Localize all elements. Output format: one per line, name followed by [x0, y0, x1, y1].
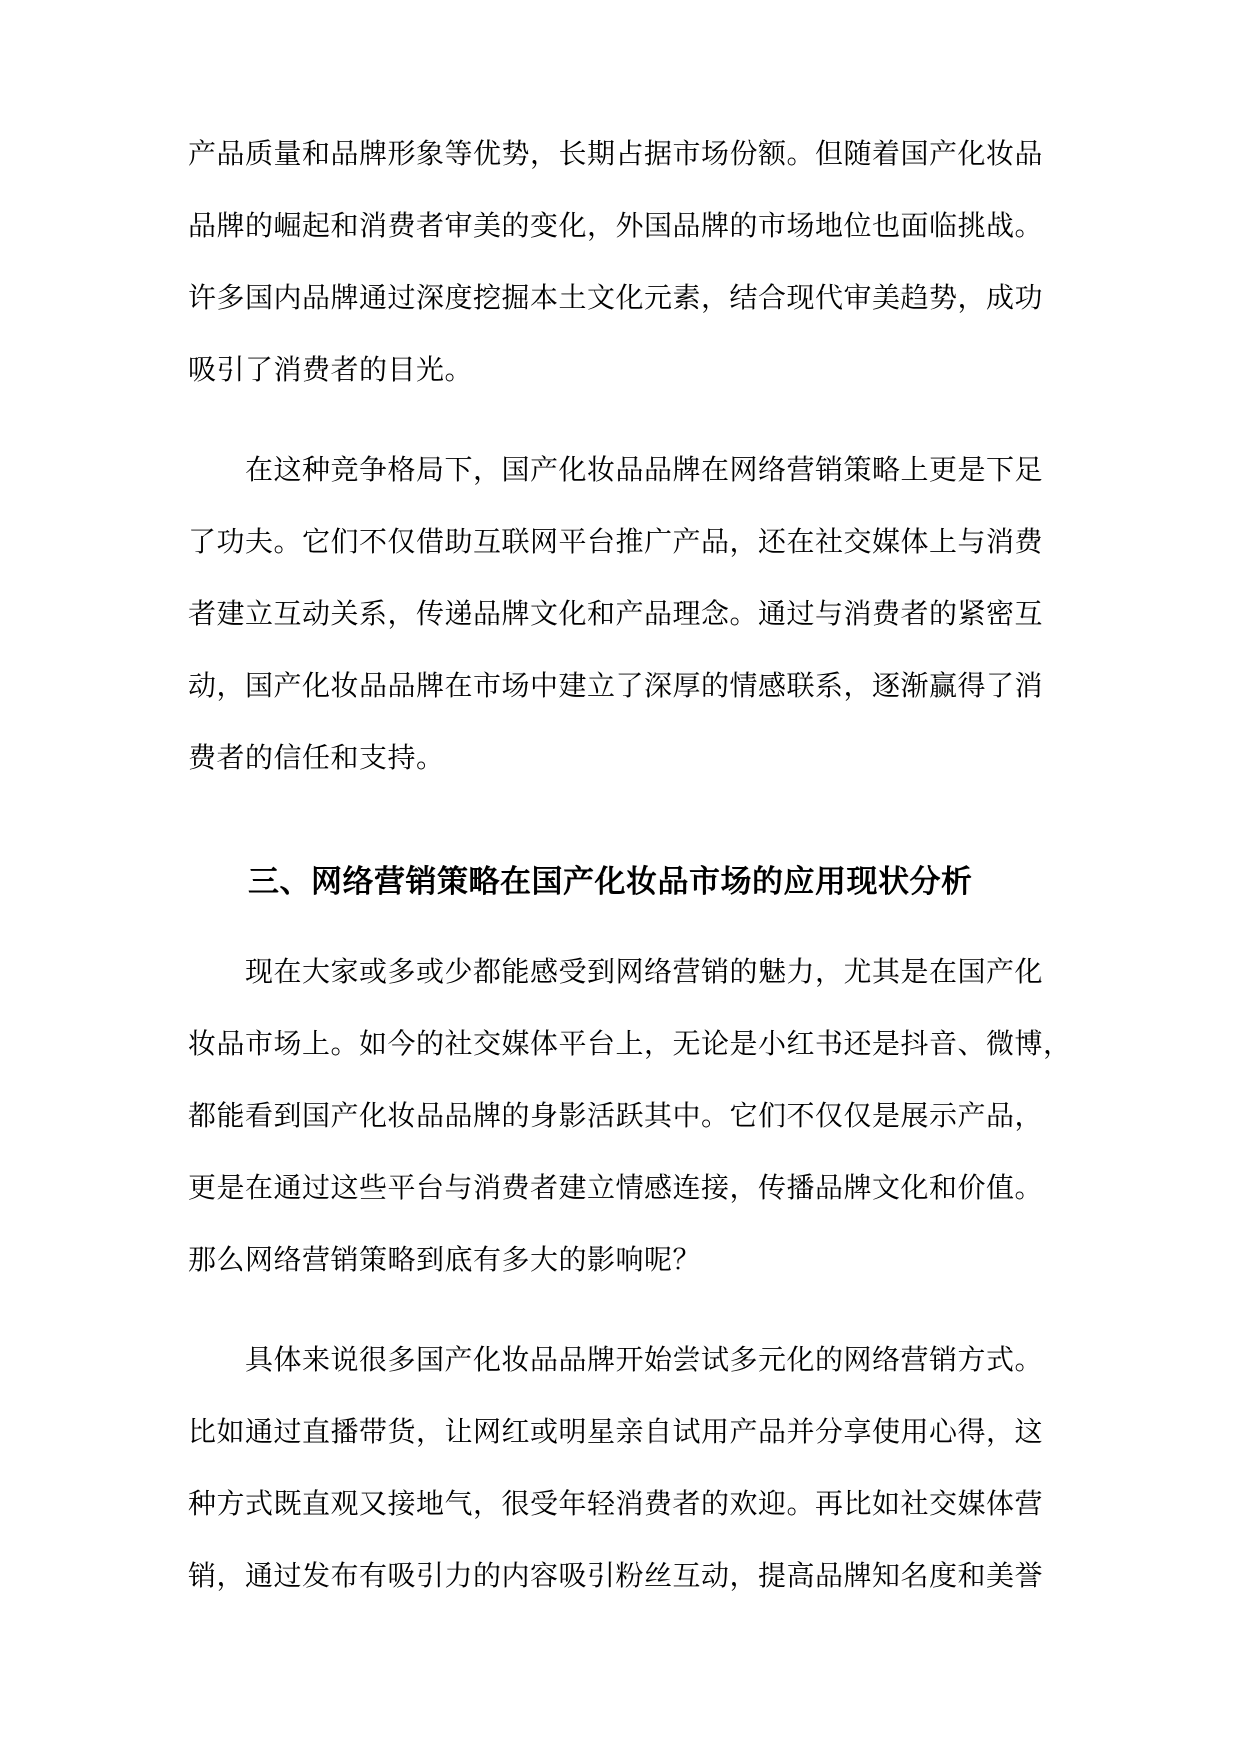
- text-line: 那么网络营销策略到底有多大的影响呢？: [188, 1243, 702, 1276]
- text-line: 动，国产化妆品品牌在市场中建立了深厚的情感联系，逐渐赢得了消: [188, 669, 1044, 702]
- text-line: 销，通过发布有吸引力的内容吸引粉丝互动，提高品牌知名度和美誉: [188, 1559, 1044, 1592]
- text-line: 具体来说很多国产化妆品品牌开始尝试多元化的网络营销方式。: [245, 1343, 1044, 1376]
- text-line: 在这种竞争格局下，国产化妆品品牌在网络营销策略上更是下足: [245, 453, 1044, 486]
- text-line: 种方式既直观又接地气，很受年轻消费者的欢迎。再比如社交媒体营: [188, 1487, 1044, 1520]
- text-line: 费者的信任和支持。: [188, 741, 445, 774]
- text-line: 妆品市场上。如今的社交媒体平台上，无论是小红书还是抖音、微博，: [188, 1027, 1072, 1060]
- text-line: 吸引了消费者的目光。: [188, 353, 474, 386]
- text-line: 许多国内品牌通过深度挖掘本土文化元素，结合现代审美趋势，成功: [188, 281, 1044, 314]
- text-line: 品牌的崛起和消费者审美的变化，外国品牌的市场地位也面临挑战。: [188, 209, 1044, 242]
- text-line: 比如通过直播带货，让网红或明星亲自试用产品并分享使用心得，这: [188, 1415, 1044, 1448]
- text-line: 了功夫。它们不仅借助互联网平台推广产品，还在社交媒体上与消费: [188, 525, 1044, 558]
- section-heading: 三、网络营销策略在国产化妆品市场的应用现状分析: [248, 864, 973, 900]
- text-line: 产品质量和品牌形象等优势，长期占据市场份额。但随着国产化妆品: [188, 137, 1044, 170]
- text-line: 者建立互动关系，传递品牌文化和产品理念。通过与消费者的紧密互: [188, 597, 1044, 630]
- text-line: 更是在通过这些平台与消费者建立情感连接，传播品牌文化和价值。: [188, 1171, 1044, 1204]
- text-line: 都能看到国产化妆品品牌的身影活跃其中。它们不仅仅是展示产品，: [188, 1099, 1044, 1132]
- text-line: 现在大家或多或少都能感受到网络营销的魅力，尤其是在国产化: [245, 955, 1044, 988]
